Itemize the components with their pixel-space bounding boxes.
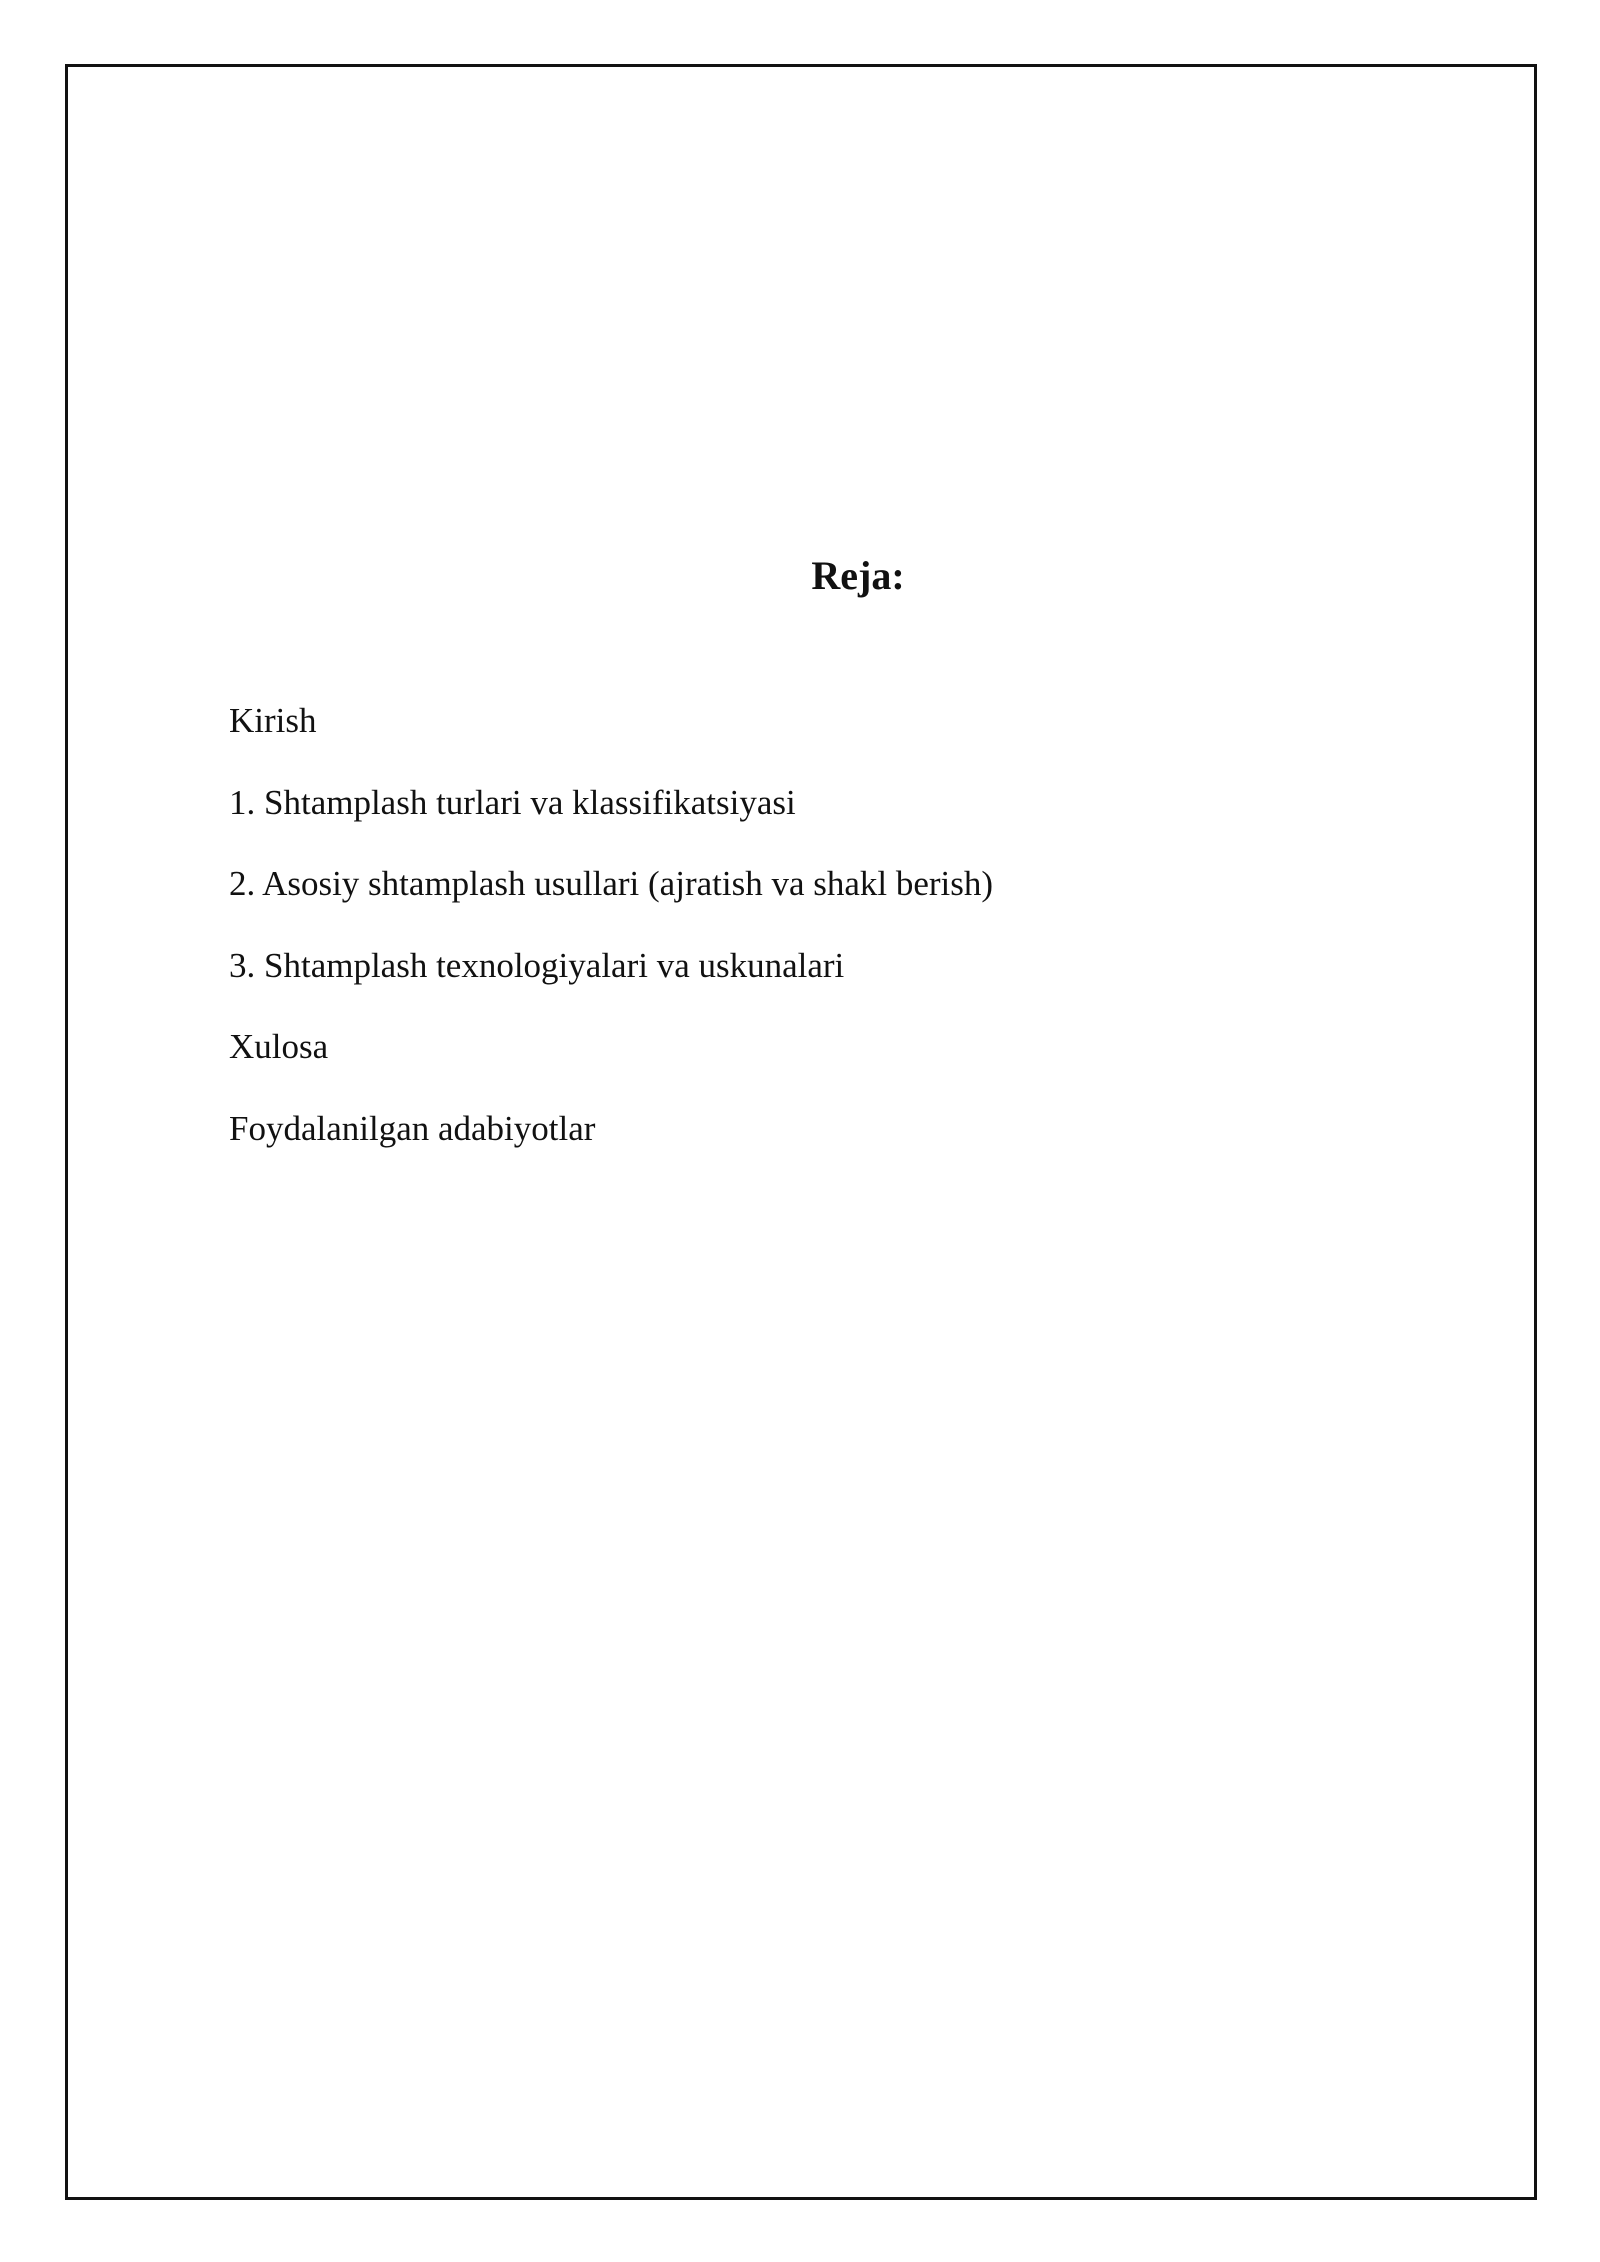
page-title: Reja: — [811, 553, 905, 598]
plan-item-conclusion: Xulosa — [229, 1027, 329, 1066]
plan-item-introduction: Kirish — [229, 701, 317, 740]
plan-item-section-3: 3. Shtamplash texnologiyalari va uskunalari — [229, 945, 845, 985]
plan-item-section-1: 1. Shtamplash turlari va klassifikatsiyasi — [229, 782, 796, 822]
plan-item-section-2: 2. Asosiy shtamplash usullari (ajratish va shakl berish) — [229, 864, 994, 903]
plan-list — [229, 700, 993, 1189]
plan-item-references: Foydalanilgan adabiyotlar — [229, 1108, 596, 1148]
